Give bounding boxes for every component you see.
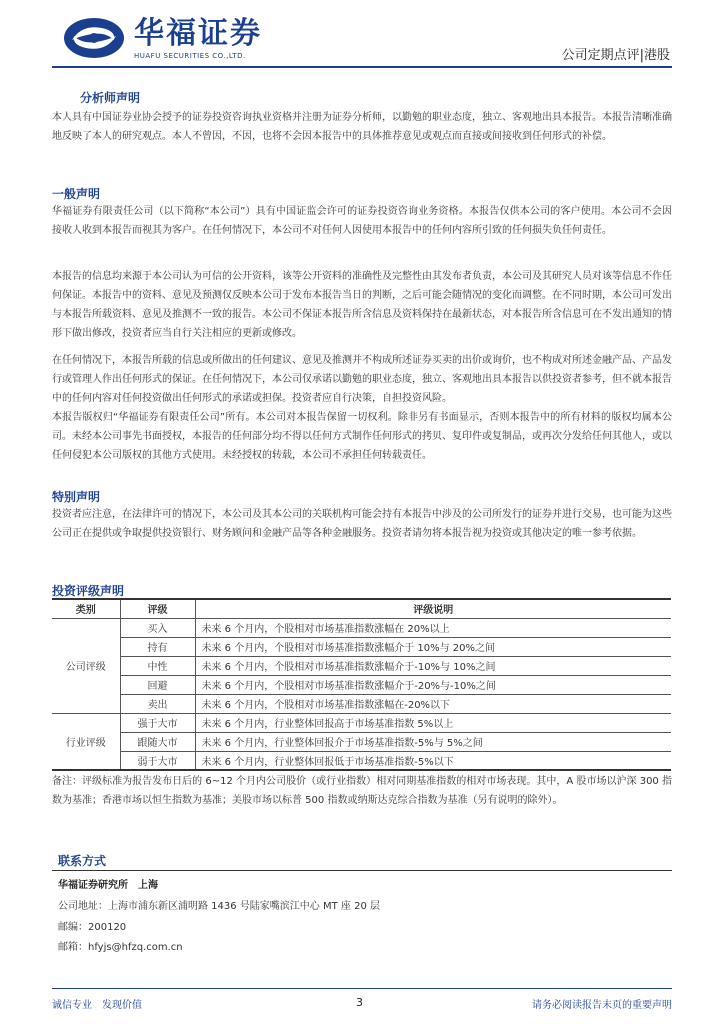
grade-cell: 中性 [120, 656, 195, 675]
footer-slogan: 诚信专业 发现价值 [52, 1000, 142, 1011]
description-cell: 未来 6 个月内，个股相对市场基准指数涨幅在 20%以上 [195, 618, 671, 637]
table-row [52, 656, 671, 675]
header-grade: 评级 [120, 599, 195, 618]
footer-disclaimer: 请务必阅读报告末页的重要声明 [532, 1000, 672, 1011]
description-cell: 未来 6 个月内，个股相对市场基准指数涨幅介于 10%与 20%之间 [195, 637, 671, 656]
rating-table [52, 598, 671, 771]
report-type: 公司定期点评|港股 [561, 48, 670, 63]
footer-divider [52, 988, 672, 989]
logo-chinese-name: 华福证券 [134, 15, 262, 51]
table-row [52, 637, 671, 656]
grade-cell: 买入 [120, 618, 195, 637]
special-statement-title: 特别声明 [52, 490, 101, 504]
contact-zip: 邮编：200120 [58, 922, 127, 933]
table-row [52, 618, 671, 637]
table-row [52, 713, 671, 732]
general-statement-title: 一般声明 [52, 187, 101, 201]
table-row [52, 675, 671, 694]
general-paragraph-1: 华福证券有限责任公司（以下简称“本公司”）具有中国证监会许可的证券投资咨询业务资格。本报告仅供本公司的客户使用。本公司不会因接收人收到本报告而视其为客户。在任何情况下，本公司不对任何人因使用本报告中的任何内容所引致的任何损失负任何责任。 [52, 206, 672, 236]
logo-english-name: HUAFU SECURITIES CO.,LTD. [134, 51, 246, 60]
contact-address: 公司地址：上海市浦东新区浦明路 1436 号陆家嘴滨江中心 MT 座 20 层 [58, 901, 380, 912]
description-cell: 未来 6 个月内，个股相对市场基准指数涨幅介于-10%与 10%之间 [195, 656, 671, 675]
header-description: 评级说明 [195, 599, 671, 618]
description-cell: 未来 6 个月内，个股相对市场基准指数涨幅在-20%以下 [195, 694, 671, 713]
logo-swirl-icon [62, 16, 126, 60]
header-category: 类别 [52, 599, 120, 618]
grade-cell: 回避 [120, 675, 195, 694]
table-row [52, 732, 671, 751]
grade-cell: 强于大市 [120, 713, 195, 732]
grade-cell: 跟随大市 [120, 732, 195, 751]
analyst-statement-title: 分析师声明 [80, 91, 141, 105]
general-paragraph-4: 本报告版权归“华福证券有限责任公司”所有。本公司对本报告保留一切权利。除非另有书面显示，否则本报告中的所有材料的版权均属本公司。未经本公司事先书面授权，本报告的任何部分均不得以任何方式制作任何形式的拷贝、复印件或复制品，或再次分发给任何其他人，或以任何侵犯本公司版权的其他方式使用。未经授权的转载，本公司不承担任何转载责任。 [52, 412, 672, 461]
table-row [52, 694, 671, 713]
industry-rating-label: 行业评级 [52, 713, 120, 770]
page-number: 3 [356, 996, 363, 1009]
description-cell: 未来 6 个月内，个股相对市场基准指数涨幅介于-20%与-10%之间 [195, 675, 671, 694]
page-header [0, 0, 724, 80]
company-logo [62, 16, 262, 60]
grade-cell: 卖出 [120, 694, 195, 713]
description-cell: 未来 6 个月内，行业整体回报高于市场基准指数 5%以上 [195, 713, 671, 732]
grade-cell: 弱于大市 [120, 751, 195, 770]
table-header-row [52, 599, 671, 618]
general-paragraph-2: 本报告的信息均来源于本公司认为可信的公开资料，该等公开资料的准确性及完整性由其发布者负责，本公司及其研究人员对该等信息不作任何保证。本报告中的资料、意见及预测仅反映本公司于发布本报告当日的判断，之后可能会随情况的变化而调整。在不同时期，本公司可发出与本报告所载资料、意见及推测不一致的报告。本公司不保证本报告所含信息及资料保持在最新状态，对本报告所含信息可在不发出通知的情形下做出修改，投资者应当自行关注相应的更新或修改。 [52, 271, 672, 339]
table-row [52, 751, 671, 770]
header-divider [52, 66, 672, 68]
description-cell: 未来 6 个月内，行业整体回报介于市场基准指数-5%与 5%之间 [195, 732, 671, 751]
rating-statement-title: 投资评级声明 [52, 584, 125, 598]
general-paragraph-3: 在任何情况下，本报告所载的信息或所做出的任何建议、意见及推测并不构成所述证券买卖的出价或询价，也不构成对所述金融产品、产品发行或管理人作出任何形式的保证。在任何情况下，本公司仅承诺以勤勉的职业态度，独立、客观地出具本报告以供投资者参考，但不就本报告中的任何内容对任何投资做出任何形式的承诺或担保。投资者应自行决策，自担投资风险。 [52, 355, 672, 404]
company-rating-label: 公司评级 [52, 618, 120, 713]
contact-organization: 华福证券研究所 上海 [58, 880, 158, 891]
analyst-statement-text: 本人具有中国证券业协会授予的证券投资咨询执业资格并注册为证券分析师，以勤勉的职业态度，独立、客观地出具本报告。本报告清晰准确地反映了本人的研究观点。本人不曾因，不因，也将不会因本报告中的具体推荐意见或观点而直接或间接收到任何形式的补偿。 [52, 112, 672, 142]
contact-title: 联系方式 [58, 854, 107, 868]
special-statement-text: 投资者应注意，在法律许可的情况下，本公司及其本公司的关联机构可能会持有本报告中涉及的公司所发行的证券并进行交易，也可能为这些公司正在提供或争取提供投资银行、财务顾问和金融产品等各种金融服务。投资者请勿将本报告视为投资或其他决定的唯一参考依据。 [52, 509, 672, 539]
description-cell: 未来 6 个月内，行业整体回报低于市场基准指数-5%以下 [195, 751, 671, 770]
rating-note: 备注：评级标准为报告发布日后的 6~12 个月内公司股价（或行业指数）相对同期基准指数的相对市场表现。其中，A 股市场以沪深 300 指数为基准；香港市场以恒生指数为基准；美股市场以标普 500 指数或纳斯达克综合指数为基准（另有说明的除外）。 [52, 776, 672, 806]
grade-cell: 持有 [120, 637, 195, 656]
contact-email: 邮箱：hfyjs@hfzq.com.cn [58, 942, 183, 953]
contact-divider [52, 870, 672, 871]
